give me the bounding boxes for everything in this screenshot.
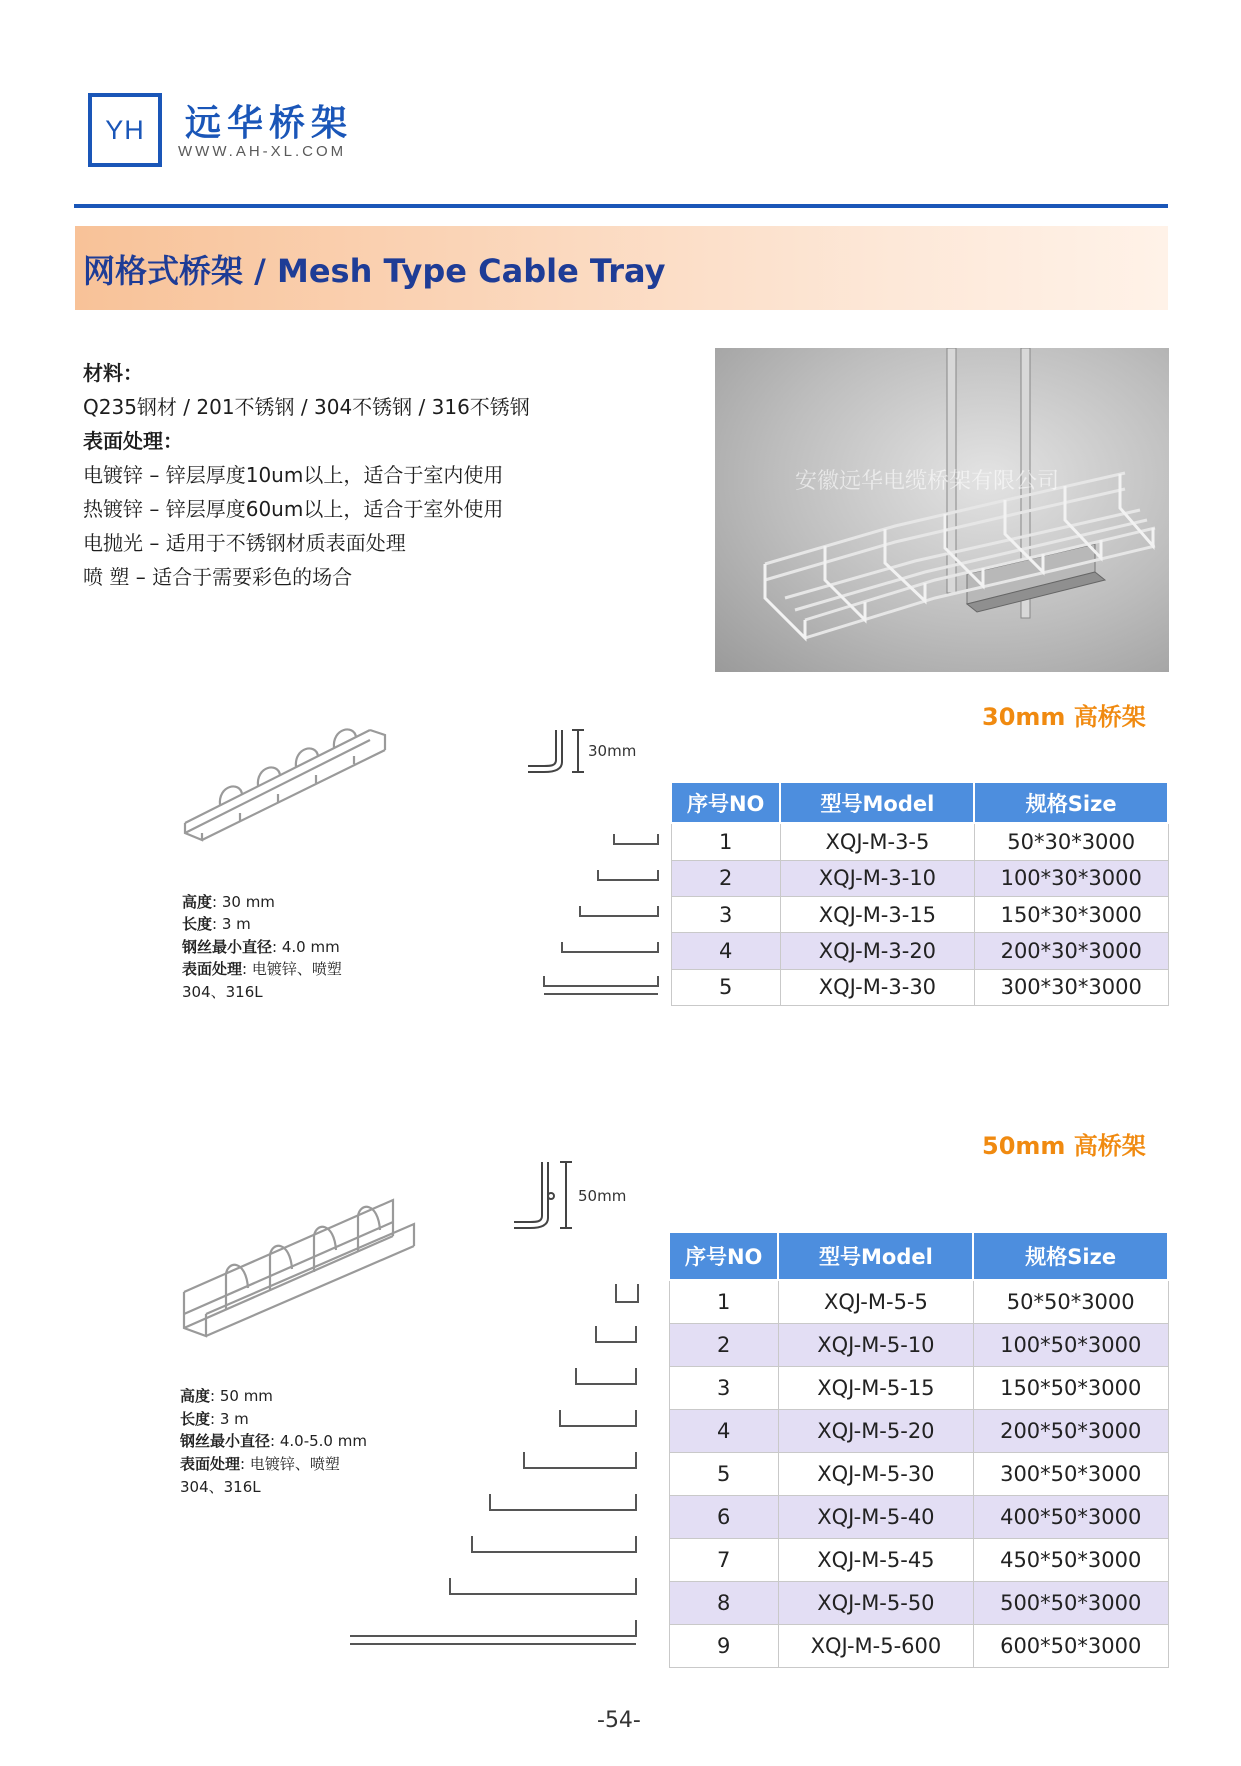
table-cell: 300*30*3000: [974, 969, 1168, 1005]
table-cell: 3: [671, 896, 780, 932]
table-header-size: 规格Size: [973, 1232, 1168, 1280]
table-header-size: 规格Size: [974, 782, 1168, 823]
table-row: [671, 933, 1168, 969]
table-cell: 1: [669, 1280, 778, 1324]
dimension-label: 30mm: [588, 742, 637, 760]
product-photo: [715, 348, 1169, 672]
table-cell: XQJ-M-5-600: [778, 1624, 973, 1667]
table-cell: 200*50*3000: [973, 1410, 1168, 1453]
spec-line: 表面处理: 电镀锌、喷塑: [182, 960, 342, 978]
table-cell: 150*30*3000: [974, 896, 1168, 932]
table-cell: 200*30*3000: [974, 933, 1168, 969]
table-cell: 8: [669, 1582, 778, 1625]
table-cell: 2: [671, 860, 780, 896]
table-row: [671, 823, 1168, 860]
spec-line: 钢丝最小直径: 4.0 mm: [182, 938, 340, 956]
table-cell: XQJ-M-3-15: [780, 896, 974, 932]
spec-line: 长度: 3 m: [182, 915, 251, 933]
table-cell: 450*50*3000: [973, 1539, 1168, 1582]
surface-item: 电镀锌 – 锌层厚度10um以上，适合于室内使用: [83, 463, 504, 487]
logo: [88, 93, 162, 167]
table-row: [669, 1453, 1168, 1496]
photo-watermark: 安徽远华电缆桥架有限公司: [795, 469, 1060, 494]
spec-line: 304、316L: [182, 983, 263, 1001]
table-cell: 50*50*3000: [973, 1280, 1168, 1324]
table-cell: 600*50*3000: [973, 1624, 1168, 1667]
material-heading: 材料：: [83, 361, 143, 385]
table-row: [669, 1582, 1168, 1625]
table-cell: XQJ-M-5-40: [778, 1496, 973, 1539]
table-cell: 9: [669, 1624, 778, 1667]
spec-table-30: [670, 781, 1169, 1006]
dimension-label: 50mm: [578, 1187, 627, 1205]
logo-text: YH: [105, 115, 145, 145]
section-label-50: 50mm 高桥架: [982, 1132, 1146, 1160]
page-title: 网格式桥架 / Mesh Type Cable Tray: [83, 252, 666, 290]
profile-dimension-drawing: [508, 1158, 638, 1232]
spec-line: 表面处理: 电镀锌、喷塑: [180, 1455, 340, 1473]
table-cell: 3: [669, 1367, 778, 1410]
table-header-no: 序号NO: [669, 1232, 778, 1280]
table-cell: 50*30*3000: [974, 823, 1168, 860]
surface-item: 电抛光 – 适用于不锈钢材质表面处理: [83, 531, 406, 555]
table-row: [669, 1280, 1168, 1324]
table-cell: XQJ-M-5-45: [778, 1539, 973, 1582]
table-cell: XQJ-M-3-30: [780, 969, 974, 1005]
spec-table-50: [668, 1231, 1169, 1668]
table-row: [669, 1367, 1168, 1410]
table-cell: 4: [669, 1410, 778, 1453]
section-label-30: 30mm 高桥架: [982, 703, 1146, 731]
header-divider: [74, 204, 1168, 208]
table-cell: XQJ-M-5-20: [778, 1410, 973, 1453]
table-cell: XQJ-M-3-20: [780, 933, 974, 969]
table-header-model: 型号Model: [780, 782, 974, 823]
table-header-no: 序号NO: [671, 782, 780, 823]
cable-tray-photo-illustration: [715, 348, 1169, 672]
table-cell: XQJ-M-5-15: [778, 1367, 973, 1410]
title-banner: [75, 226, 1168, 310]
table-cell: 100*30*3000: [974, 860, 1168, 896]
table-cell: XQJ-M-5-30: [778, 1453, 973, 1496]
table-cell: XQJ-M-5-50: [778, 1582, 973, 1625]
tray-isometric-drawing: [180, 715, 405, 850]
table-row: [669, 1410, 1168, 1453]
table-cell: XQJ-M-3-10: [780, 860, 974, 896]
material-line: Q235钢材 / 201不锈钢 / 304不锈钢 / 316不锈钢: [83, 395, 530, 419]
surface-item: 喷 塑 – 适合于需要彩色的场合: [83, 565, 353, 589]
spec-line: 高度: 30 mm: [182, 893, 275, 911]
table-row: [669, 1624, 1168, 1667]
spec-line: 长度: 3 m: [180, 1410, 249, 1428]
spec-line: 高度: 50 mm: [180, 1387, 273, 1405]
table-header-model: 型号Model: [778, 1232, 973, 1280]
table-row: [671, 896, 1168, 932]
table-cell: 500*50*3000: [973, 1582, 1168, 1625]
spec-line: 钢丝最小直径: 4.0-5.0 mm: [180, 1432, 367, 1450]
spec-line: 304、316L: [180, 1478, 261, 1496]
surface-item: 热镀锌 – 锌层厚度60um以上，适合于室外使用: [83, 497, 504, 521]
brand-url: WWW.AH-XL.COM: [178, 143, 347, 160]
table-cell: 4: [671, 933, 780, 969]
table-cell: 1: [671, 823, 780, 860]
table-cell: 2: [669, 1324, 778, 1367]
table-row: [671, 860, 1168, 896]
table-row: [669, 1539, 1168, 1582]
surface-heading: 表面处理：: [83, 429, 183, 453]
table-cell: XQJ-M-5-10: [778, 1324, 973, 1367]
table-cell: 150*50*3000: [973, 1367, 1168, 1410]
brand-name: 远华桥架: [185, 103, 354, 144]
page-number: -54-: [597, 1708, 641, 1733]
table-cell: 100*50*3000: [973, 1324, 1168, 1367]
table-cell: 7: [669, 1539, 778, 1582]
table-cell: XQJ-M-5-5: [778, 1280, 973, 1324]
table-cell: 400*50*3000: [973, 1496, 1168, 1539]
table-cell: 6: [669, 1496, 778, 1539]
table-cell: 5: [669, 1453, 778, 1496]
table-cell: 300*50*3000: [973, 1453, 1168, 1496]
table-row: [671, 969, 1168, 1005]
profile-dimension-drawing: [524, 726, 644, 776]
table-cell: XQJ-M-3-5: [780, 823, 974, 860]
table-cell: 5: [671, 969, 780, 1005]
table-row: [669, 1324, 1168, 1367]
cross-section-stack: [350, 1280, 650, 1662]
cross-section-stack: [530, 826, 670, 1000]
table-row: [669, 1496, 1168, 1539]
